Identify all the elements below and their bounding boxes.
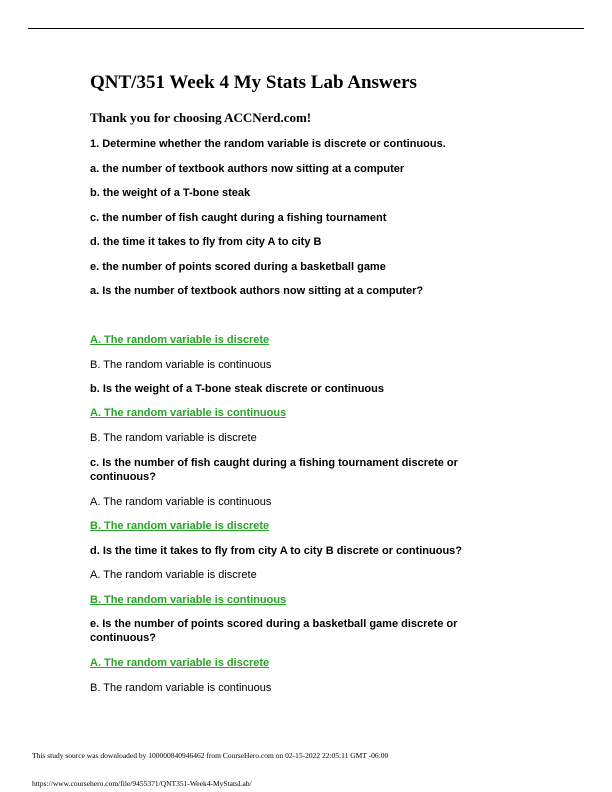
question-e-prompt-line1: e. Is the number of points scored during a basketball game discrete or — [90, 618, 458, 630]
footer-url[interactable]: https://www.coursehero.com/file/9455371/QNT351-Week4-MyStatsLab/ — [32, 779, 252, 788]
question-d-answer-correct: B. The random variable is continuous — [90, 594, 287, 606]
header-rule — [28, 28, 584, 29]
question-c-prompt-line1: c. Is the number of fish caught during a fishing tournament discrete or — [90, 457, 458, 469]
question-e-answer-correct: A. The random variable is discrete — [90, 657, 270, 669]
item-e: e. the number of points scored during a basketball game — [90, 261, 386, 273]
question-b-answer-correct: A. The random variable is continuous — [90, 407, 287, 419]
question-a-answer-other: B. The random variable is continuous — [90, 359, 272, 371]
question-a-answer-correct: A. The random variable is discrete — [90, 334, 270, 346]
question-c-answer-correct: B. The random variable is discrete — [90, 520, 270, 532]
question-a-prompt: a. Is the number of textbook authors now sitting at a computer? — [90, 285, 424, 297]
question-c-prompt-line2: continuous? — [90, 471, 156, 483]
item-d: d. the time it takes to fly from city A to city B — [90, 236, 322, 248]
question-1-intro: 1. Determine whether the random variable is discrete or continuous. — [90, 138, 446, 150]
question-d-answer-other: A. The random variable is discrete — [90, 569, 257, 581]
question-b-answer-other: B. The random variable is discrete — [90, 432, 257, 444]
thanks-line: Thank you for choosing ACCNerd.com! — [90, 110, 312, 125]
item-b: b. the weight of a T-bone steak — [90, 187, 251, 199]
question-b-prompt: b. Is the weight of a T-bone steak discrete or continuous — [90, 383, 384, 395]
item-c: c. the number of fish caught during a fishing tournament — [90, 212, 387, 224]
question-e-prompt-line2: continuous? — [90, 632, 156, 644]
item-a: a. the number of textbook authors now sitting at a computer — [90, 163, 405, 175]
page-title: QNT/351 Week 4 My Stats Lab Answers — [90, 72, 417, 93]
question-c-answer-other: A. The random variable is continuous — [90, 496, 272, 508]
question-e-answer-other: B. The random variable is continuous — [90, 682, 272, 694]
footer-source: This study source was downloaded by 100000840946462 from CourseHero.com on 02-15-2022 22:05:11 GMT -06:00 — [32, 751, 389, 760]
question-d-prompt: d. Is the time it takes to fly from city A to city B discrete or continuous? — [90, 545, 463, 557]
